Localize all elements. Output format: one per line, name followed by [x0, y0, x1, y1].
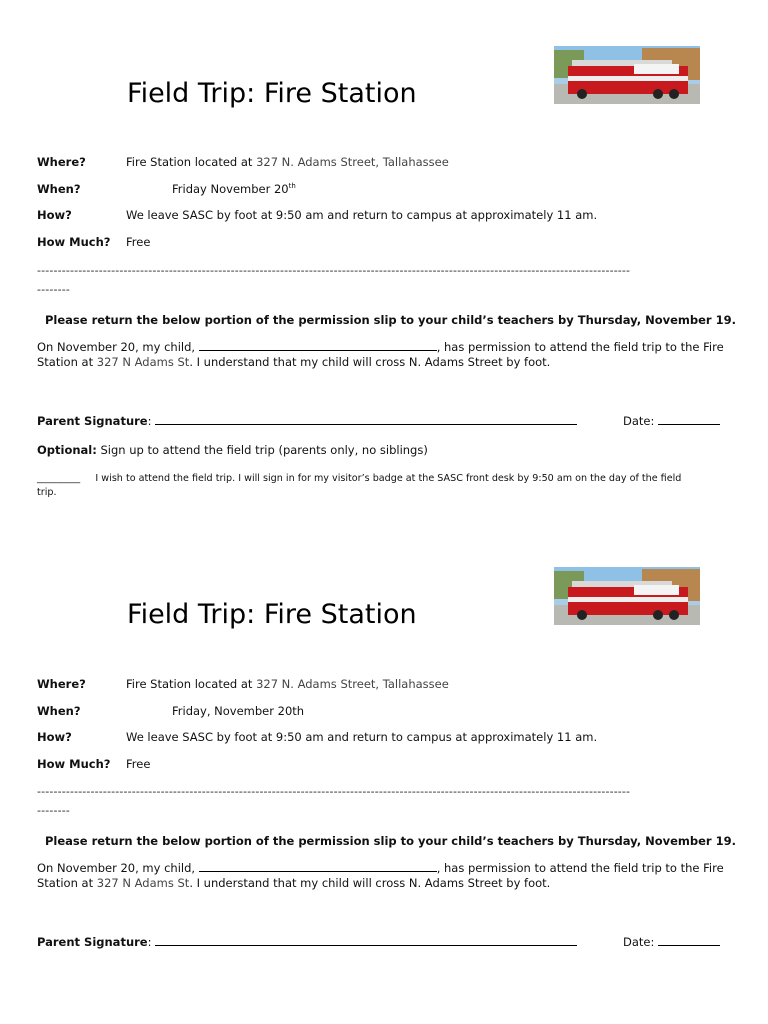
permission-text-2: , has permission to attend the field trip to the Fire — [436, 340, 724, 354]
date-row — [623, 935, 720, 949]
permission-address: 327 N Adams St — [96, 355, 190, 369]
when-value — [172, 182, 296, 196]
how-label: How? — [37, 208, 72, 222]
where-value — [126, 155, 449, 169]
where-label: Where? — [37, 155, 86, 169]
child-name-blank[interactable] — [199, 340, 437, 351]
permission-paragraph — [37, 340, 737, 370]
signature-label: Parent Signature — [37, 935, 148, 949]
how-value: We leave SASC by foot at 9:50 am and return to campus at approximately 11 am. — [126, 208, 598, 222]
how-label: How? — [37, 730, 72, 744]
date-label: Date: — [623, 414, 655, 428]
permission-line2-prefix: Station at — [37, 355, 97, 369]
date-row — [623, 414, 720, 428]
page-title: Field Trip: Fire Station — [127, 78, 417, 109]
permission-text-2: , has permission to attend the field trip to the Fire — [436, 861, 724, 875]
when-label: When? — [37, 704, 81, 718]
date-blank[interactable] — [658, 935, 720, 946]
signature-row — [37, 935, 577, 949]
where-label: Where? — [37, 677, 86, 691]
where-address: 327 N. Adams Street, Tallahassee — [256, 155, 449, 169]
signature-colon: : — [147, 414, 152, 428]
when-sup: th — [288, 182, 296, 191]
where-address: 327 N. Adams Street, Tallahassee — [256, 677, 449, 691]
cut-line-cont: -------- — [37, 804, 70, 817]
when-label: When? — [37, 182, 81, 196]
cut-line-cont: -------- — [37, 283, 70, 296]
return-notice: Please return the below portion of the permission slip to your child’s teachers by Thursday, November 19. — [45, 834, 736, 848]
permission-address: 327 N Adams St — [96, 876, 190, 890]
howmuch-label: How Much? — [37, 757, 111, 771]
fire-truck-photo-icon — [554, 46, 700, 104]
signature-blank[interactable] — [155, 935, 577, 946]
howmuch-label: How Much? — [37, 235, 111, 249]
cut-line: ------------------------------------------------------------------------------------------------------------------------------------------------ — [37, 264, 631, 277]
fire-truck-photo-icon — [554, 567, 700, 625]
attend-text-cont: trip. — [37, 487, 57, 498]
attend-paragraph — [37, 472, 737, 500]
return-notice: Please return the below portion of the permission slip to your child’s teachers by Thursday, November 19. — [45, 313, 736, 327]
optional-text: Sign up to attend the field trip (parents only, no siblings) — [96, 443, 428, 457]
when-date: Friday November 20 — [172, 182, 289, 196]
attend-blank[interactable]: _________ — [37, 473, 81, 484]
permission-line2-prefix: Station at — [37, 876, 97, 890]
date-blank[interactable] — [658, 414, 720, 425]
permission-text-1: On November 20, my child, — [37, 861, 199, 875]
optional-row — [37, 443, 428, 457]
signature-row — [37, 414, 577, 428]
where-value-prefix: Fire Station located at — [126, 155, 257, 169]
page-title: Field Trip: Fire Station — [127, 599, 417, 630]
optional-label: Optional: — [37, 443, 97, 457]
permission-line2-rest: . I understand that my child will cross N. Adams Street by foot. — [189, 355, 551, 369]
howmuch-value: Free — [126, 235, 151, 249]
child-name-blank[interactable] — [199, 861, 437, 872]
cut-line: ------------------------------------------------------------------------------------------------------------------------------------------------ — [37, 785, 631, 798]
howmuch-value: Free — [126, 757, 151, 771]
signature-label: Parent Signature — [37, 414, 148, 428]
date-label: Date: — [623, 935, 655, 949]
where-value-prefix: Fire Station located at — [126, 677, 257, 691]
where-value — [126, 677, 449, 691]
signature-blank[interactable] — [155, 414, 577, 425]
how-value: We leave SASC by foot at 9:50 am and return to campus at approximately 11 am. — [126, 730, 598, 744]
attend-text: I wish to attend the field trip. I will sign in for my visitor’s badge at the SASC front desk by 9:50 am on the day of the field — [95, 473, 682, 484]
signature-colon: : — [147, 935, 152, 949]
permission-paragraph — [37, 861, 737, 891]
permission-text-1: On November 20, my child, — [37, 340, 199, 354]
when-value: Friday, November 20th — [172, 704, 305, 718]
permission-line2-rest: . I understand that my child will cross N. Adams Street by foot. — [189, 876, 551, 890]
